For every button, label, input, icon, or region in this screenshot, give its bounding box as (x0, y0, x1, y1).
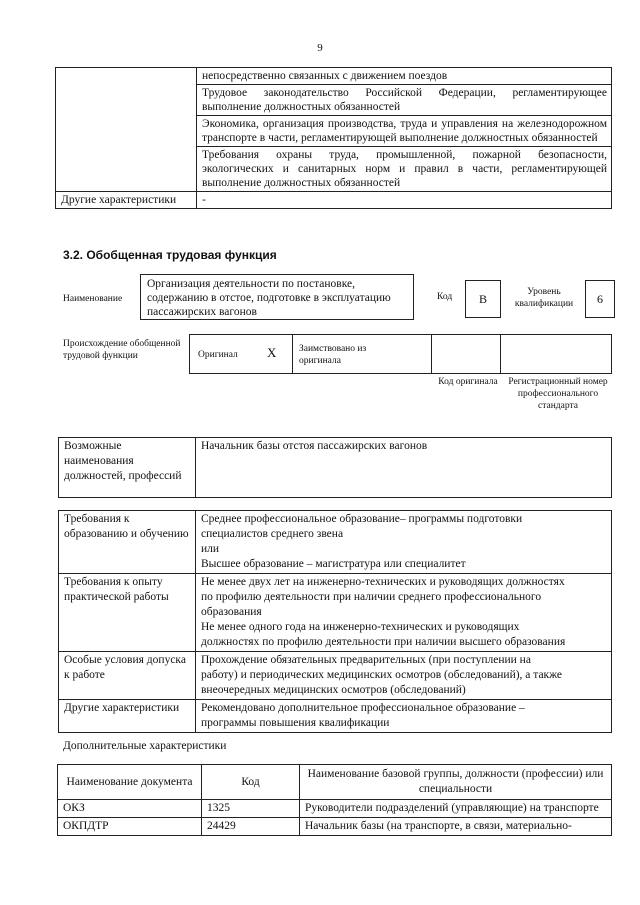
positions-table (58, 437, 612, 498)
name-label: Наименование (63, 294, 123, 304)
knowledge-table (55, 67, 612, 209)
req-label: Особые условия допуска к работе (59, 652, 196, 700)
extra-name: Начальник базы (на транспорте, в связи, материально- (300, 818, 612, 836)
req-line: или (201, 543, 220, 555)
req-value (196, 511, 612, 574)
req-line: Среднее профессиональное образование– программы подготовки (201, 513, 523, 525)
gtf-code-value: В (465, 280, 501, 318)
req-line: по профилю деятельности при наличии среднего профессионального (201, 591, 542, 603)
extra-code: 1325 (202, 800, 300, 818)
level-label: Уровень квалификации (514, 287, 574, 309)
req-line: должностях по профилю деятельности при наличии высшего образования (201, 636, 566, 648)
positions-label: Возможные наименования должностей, профессий (59, 438, 196, 498)
extra-name: Руководители подразделений (управляющие) на транспорте (300, 800, 612, 818)
code-original-caption: Код оригинала (438, 377, 498, 387)
page-number: 9 (317, 42, 323, 54)
empty-label-cell (56, 68, 197, 192)
req-line: Высшее образование – магистратура или специалитет (201, 558, 466, 570)
positions-value: Начальник базы отстоя пассажирских вагонов (196, 438, 612, 498)
req-value (196, 700, 612, 733)
knowledge-row: Требования охраны труда, промышленной, пожарной безопасности, экологических и санитарных норм и правил в части, регламентирующей выполнение должностных обязанностей (197, 147, 612, 192)
code-label: Код (437, 292, 453, 302)
req-value (196, 652, 612, 700)
origin-box (189, 334, 612, 374)
req-line: Прохождение обязательных предварительных (при поступлении на (201, 654, 531, 666)
extra-table (57, 764, 612, 836)
section-title: 3.2. Обобщенная трудовая функция (63, 248, 277, 262)
extra-header: Код (202, 765, 300, 800)
req-label: Требования к опыту практической работы (59, 574, 196, 652)
req-line: Не менее одного года на инженерно-технических и руководящих (201, 621, 520, 633)
req-line: внеочередных медицинских осмотров (обследований) (201, 684, 466, 696)
extra-header: Наименование документа (58, 765, 202, 800)
req-line: Рекомендовано дополнительное профессиональное образование – (201, 702, 525, 714)
original-label: Оригинал (198, 350, 238, 360)
original-mark: Х (267, 345, 277, 360)
gtf-name-value: Организация деятельности по постановке, содержанию в отстое, подготовке в эксплуатацию пассажирских вагонов (140, 274, 414, 320)
origin-label: Происхождение обобщенной трудовой функции (63, 339, 181, 361)
req-label: Другие характеристики (59, 700, 196, 733)
req-line: Не менее двух лет на инженерно-технических и руководящих должностях (201, 576, 565, 588)
extra-title: Дополнительные характеристики (63, 740, 227, 752)
other-characteristics-value: - (197, 192, 612, 209)
divider (292, 334, 293, 374)
divider (500, 334, 501, 374)
req-line: образования (201, 606, 262, 618)
req-line: работу) и периодических медицинских осмотров (обследований), а также (201, 669, 563, 681)
knowledge-row: Экономика, организация производства, труда и управления на железнодорожном транспорте в части, регламентирующей выполнение должностных обязанностей (197, 116, 612, 147)
extra-code: 24429 (202, 818, 300, 836)
divider (431, 334, 432, 374)
req-value (196, 574, 612, 652)
req-label: Требования к образованию и обучению (59, 511, 196, 574)
knowledge-row: непосредственно связанных с движением поездов (197, 68, 612, 85)
extra-header: Наименование базовой группы, должности (профессии) или специальности (300, 765, 612, 800)
extra-doc: ОКЗ (58, 800, 202, 818)
other-characteristics-label: Другие характеристики (56, 192, 197, 209)
req-line: программы повышения квалификации (201, 717, 390, 729)
borrowed-label: Заимствовано из оригинала (299, 344, 367, 366)
req-line: специалистов среднего звена (201, 528, 344, 540)
requirements-table (58, 510, 612, 733)
extra-doc: ОКПДТР (58, 818, 202, 836)
reg-number-caption: Регистрационный номер профессионального стандарта (508, 377, 608, 411)
level-value: 6 (585, 280, 615, 318)
knowledge-row: Трудовое законодательство Российской Федерации, регламентирующее выполнение должностных обязанностей (197, 85, 612, 116)
